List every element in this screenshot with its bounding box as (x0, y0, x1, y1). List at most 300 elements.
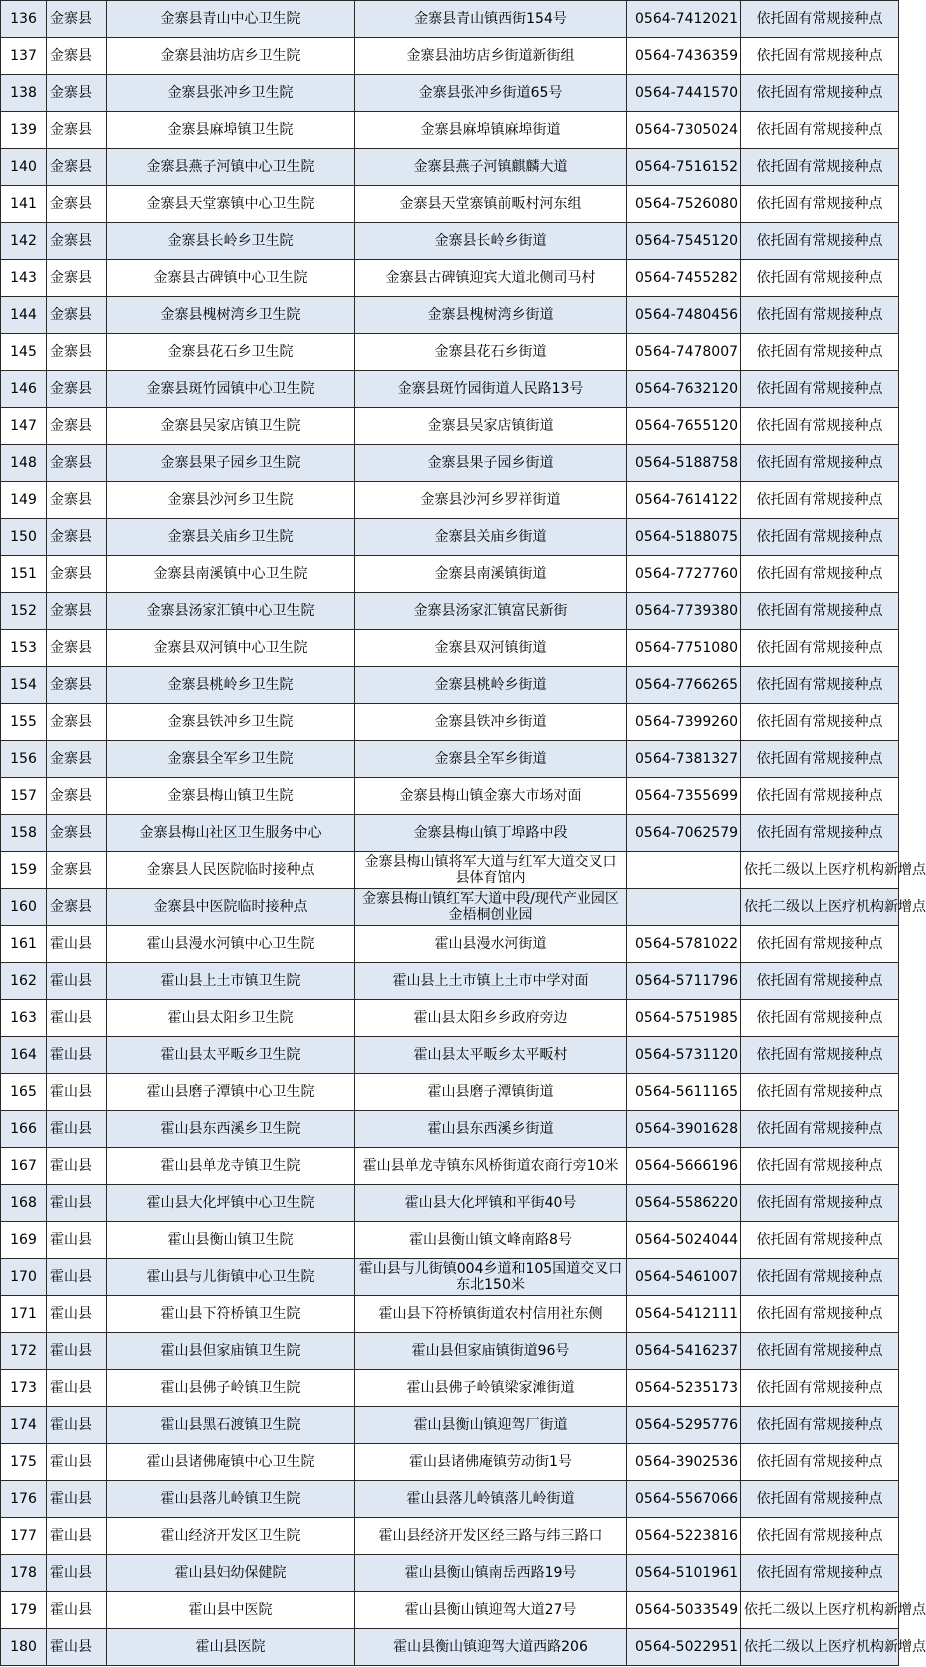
table-row (1, 408, 899, 445)
row-number-cell: 148 (1, 445, 47, 482)
site-name-cell: 霍山县与儿街镇中心卫生院 (107, 1259, 355, 1296)
note-cell: 依托固有常规接种点 (741, 75, 899, 112)
table-row (1, 445, 899, 482)
county-cell: 霍山县 (47, 963, 107, 1000)
table-row (1, 1000, 899, 1037)
site-name-cell: 金寨县槐树湾乡卫生院 (107, 297, 355, 334)
phone-cell: 0564-7739380 (627, 593, 741, 630)
row-number-cell: 150 (1, 519, 47, 556)
row-number-cell: 141 (1, 186, 47, 223)
county-cell: 霍山县 (47, 1185, 107, 1222)
note-cell: 依托固有常规接种点 (741, 260, 899, 297)
table-row (1, 741, 899, 778)
site-name-cell: 霍山县妇幼保健院 (107, 1555, 355, 1592)
note-cell: 依托固有常规接种点 (741, 1185, 899, 1222)
row-number-cell: 138 (1, 75, 47, 112)
county-cell: 金寨县 (47, 593, 107, 630)
site-name-cell: 金寨县中医院临时接种点 (107, 889, 355, 926)
table-row (1, 1333, 899, 1370)
county-cell: 金寨县 (47, 778, 107, 815)
phone-cell: 0564-7412021 (627, 1, 741, 38)
row-number-cell: 155 (1, 704, 47, 741)
note-cell: 依托固有常规接种点 (741, 1444, 899, 1481)
county-cell: 金寨县 (47, 704, 107, 741)
phone-cell: 0564-5586220 (627, 1185, 741, 1222)
address-cell: 霍山县落儿岭镇落儿岭街道 (355, 1481, 627, 1518)
note-cell: 依托二级以上医疗机构新增点 (741, 889, 899, 926)
row-number-cell: 175 (1, 1444, 47, 1481)
phone-cell: 0564-5188075 (627, 519, 741, 556)
table-row (1, 1296, 899, 1333)
table-row (1, 1407, 899, 1444)
table-row (1, 1592, 899, 1629)
county-cell: 金寨县 (47, 260, 107, 297)
county-cell: 霍山县 (47, 1481, 107, 1518)
address-cell: 霍山县漫水河街道 (355, 926, 627, 963)
table-row (1, 926, 899, 963)
site-name-cell: 金寨县长岭乡卫生院 (107, 223, 355, 260)
note-cell: 依托固有常规接种点 (741, 704, 899, 741)
note-cell: 依托固有常规接种点 (741, 1074, 899, 1111)
address-cell: 霍山县衡山镇迎驾大道西路206 (355, 1629, 627, 1666)
phone-cell: 0564-5461007 (627, 1259, 741, 1296)
address-cell: 霍山县磨子潭镇街道 (355, 1074, 627, 1111)
phone-cell: 0564-5567066 (627, 1481, 741, 1518)
address-cell: 霍山县与儿街镇004乡道和105国道交叉口东北150米 (355, 1259, 627, 1296)
row-number-cell: 136 (1, 1, 47, 38)
row-number-cell: 157 (1, 778, 47, 815)
row-number-cell: 170 (1, 1259, 47, 1296)
table-row (1, 482, 899, 519)
note-cell: 依托固有常规接种点 (741, 445, 899, 482)
site-name-cell: 霍山县漫水河镇中心卫生院 (107, 926, 355, 963)
county-cell: 金寨县 (47, 741, 107, 778)
note-cell: 依托固有常规接种点 (741, 1296, 899, 1333)
note-cell: 依托固有常规接种点 (741, 556, 899, 593)
phone-cell: 0564-7545120 (627, 223, 741, 260)
note-cell: 依托固有常规接种点 (741, 1111, 899, 1148)
phone-cell: 0564-7355699 (627, 778, 741, 815)
address-cell: 金寨县双河镇街道 (355, 630, 627, 667)
county-cell: 霍山县 (47, 1518, 107, 1555)
note-cell: 依托固有常规接种点 (741, 297, 899, 334)
note-cell: 依托固有常规接种点 (741, 112, 899, 149)
phone-cell: 0564-7399260 (627, 704, 741, 741)
county-cell: 金寨县 (47, 556, 107, 593)
table-row (1, 1148, 899, 1185)
note-cell: 依托固有常规接种点 (741, 1148, 899, 1185)
phone-cell: 0564-7727760 (627, 556, 741, 593)
address-cell: 金寨县梅山镇丁埠路中段 (355, 815, 627, 852)
row-number-cell: 156 (1, 741, 47, 778)
site-name-cell: 霍山县上土市镇卫生院 (107, 963, 355, 1000)
county-cell: 霍山县 (47, 1037, 107, 1074)
row-number-cell: 154 (1, 667, 47, 704)
row-number-cell: 166 (1, 1111, 47, 1148)
address-cell: 霍山县衡山镇迎驾厂街道 (355, 1407, 627, 1444)
table-row (1, 556, 899, 593)
site-name-cell: 霍山经济开发区卫生院 (107, 1518, 355, 1555)
table-row (1, 1444, 899, 1481)
address-cell: 金寨县梅山镇将军大道与红军大道交叉口县体育馆内 (355, 852, 627, 889)
table-body (1, 1, 926, 1666)
row-number-cell: 158 (1, 815, 47, 852)
phone-cell: 0564-7632120 (627, 371, 741, 408)
row-number-cell: 142 (1, 223, 47, 260)
address-cell: 霍山县上土市镇上土市中学对面 (355, 963, 627, 1000)
phone-cell: 0564-3902536 (627, 1444, 741, 1481)
row-number-cell: 169 (1, 1222, 47, 1259)
address-cell: 霍山县东西溪乡街道 (355, 1111, 627, 1148)
county-cell: 霍山县 (47, 1222, 107, 1259)
table-row (1, 667, 899, 704)
row-number-cell: 159 (1, 852, 47, 889)
county-cell: 霍山县 (47, 1555, 107, 1592)
row-number-cell: 146 (1, 371, 47, 408)
phone-cell: 0564-7516152 (627, 149, 741, 186)
phone-cell: 0564-5666196 (627, 1148, 741, 1185)
phone-cell: 0564-5024044 (627, 1222, 741, 1259)
row-number-cell: 171 (1, 1296, 47, 1333)
row-number-cell: 151 (1, 556, 47, 593)
table-row (1, 1518, 899, 1555)
phone-cell: 0564-7526080 (627, 186, 741, 223)
address-cell: 霍山县下符桥镇街道农村信用社东侧 (355, 1296, 627, 1333)
site-name-cell: 霍山县黑石渡镇卫生院 (107, 1407, 355, 1444)
phone-cell: 0564-5295776 (627, 1407, 741, 1444)
note-cell: 依托固有常规接种点 (741, 1259, 899, 1296)
table-row (1, 519, 899, 556)
address-cell: 霍山县经济开发区经三路与纬三路口 (355, 1518, 627, 1555)
row-number-cell: 167 (1, 1148, 47, 1185)
note-cell: 依托固有常规接种点 (741, 149, 899, 186)
address-cell: 霍山县太阳乡乡政府旁边 (355, 1000, 627, 1037)
row-number-cell: 173 (1, 1370, 47, 1407)
note-cell: 依托固有常规接种点 (741, 223, 899, 260)
address-cell: 金寨县麻埠镇麻埠街道 (355, 112, 627, 149)
phone-cell: 0564-5731120 (627, 1037, 741, 1074)
note-cell: 依托固有常规接种点 (741, 1370, 899, 1407)
table-row (1, 704, 899, 741)
phone-cell: 0564-7455282 (627, 260, 741, 297)
county-cell: 霍山县 (47, 1370, 107, 1407)
table-row (1, 1074, 899, 1111)
row-number-cell: 140 (1, 149, 47, 186)
county-cell: 金寨县 (47, 149, 107, 186)
site-name-cell: 霍山县衡山镇卫生院 (107, 1222, 355, 1259)
address-cell: 金寨县南溪镇街道 (355, 556, 627, 593)
address-cell: 金寨县槐树湾乡街道 (355, 297, 627, 334)
site-name-cell: 金寨县天堂寨镇中心卫生院 (107, 186, 355, 223)
county-cell: 霍山县 (47, 1333, 107, 1370)
note-cell: 依托固有常规接种点 (741, 1407, 899, 1444)
county-cell: 金寨县 (47, 482, 107, 519)
county-cell: 金寨县 (47, 815, 107, 852)
table-row (1, 1555, 899, 1592)
county-cell: 霍山县 (47, 1629, 107, 1666)
county-cell: 金寨县 (47, 297, 107, 334)
site-name-cell: 霍山县太阳乡卫生院 (107, 1000, 355, 1037)
site-name-cell: 金寨县桃岭乡卫生院 (107, 667, 355, 704)
phone-cell: 0564-7062579 (627, 815, 741, 852)
site-name-cell: 霍山县中医院 (107, 1592, 355, 1629)
table-row (1, 186, 899, 223)
county-cell: 霍山县 (47, 1444, 107, 1481)
address-cell: 霍山县单龙寺镇东风桥街道农商行旁10米 (355, 1148, 627, 1185)
address-cell: 金寨县长岭乡街道 (355, 223, 627, 260)
county-cell: 金寨县 (47, 38, 107, 75)
address-cell: 霍山县但家庙镇街道96号 (355, 1333, 627, 1370)
site-name-cell: 霍山县落儿岭镇卫生院 (107, 1481, 355, 1518)
note-cell: 依托固有常规接种点 (741, 1000, 899, 1037)
county-cell: 霍山县 (47, 1259, 107, 1296)
table-row (1, 815, 899, 852)
row-number-cell: 139 (1, 112, 47, 149)
note-cell: 依托固有常规接种点 (741, 778, 899, 815)
table-row (1, 778, 899, 815)
phone-cell: 0564-5033549 (627, 1592, 741, 1629)
site-name-cell: 霍山县东西溪乡卫生院 (107, 1111, 355, 1148)
row-number-cell: 161 (1, 926, 47, 963)
phone-cell: 0564-5188758 (627, 445, 741, 482)
row-number-cell: 163 (1, 1000, 47, 1037)
phone-cell: 0564-5412111 (627, 1296, 741, 1333)
county-cell: 霍山县 (47, 1000, 107, 1037)
table-row (1, 852, 899, 889)
site-name-cell: 金寨县沙河乡卫生院 (107, 482, 355, 519)
address-cell: 金寨县梅山镇红军大道中段/现代产业园区金梧桐创业园 (355, 889, 627, 926)
note-cell: 依托固有常规接种点 (741, 371, 899, 408)
county-cell: 金寨县 (47, 223, 107, 260)
site-name-cell: 金寨县斑竹园镇中心卫生院 (107, 371, 355, 408)
address-cell: 金寨县天堂寨镇前畈村河东组 (355, 186, 627, 223)
site-name-cell: 金寨县张冲乡卫生院 (107, 75, 355, 112)
phone-cell: 0564-5751985 (627, 1000, 741, 1037)
row-number-cell: 143 (1, 260, 47, 297)
row-number-cell: 144 (1, 297, 47, 334)
address-cell: 金寨县斑竹园街道人民路13号 (355, 371, 627, 408)
address-cell: 金寨县果子园乡街道 (355, 445, 627, 482)
county-cell: 金寨县 (47, 630, 107, 667)
note-cell: 依托固有常规接种点 (741, 1222, 899, 1259)
site-name-cell: 金寨县麻埠镇卫生院 (107, 112, 355, 149)
county-cell: 金寨县 (47, 334, 107, 371)
county-cell: 金寨县 (47, 371, 107, 408)
county-cell: 霍山县 (47, 1296, 107, 1333)
phone-cell: 0564-7478007 (627, 334, 741, 371)
phone-cell: 0564-7305024 (627, 112, 741, 149)
county-cell: 金寨县 (47, 889, 107, 926)
site-name-cell: 霍山县单龙寺镇卫生院 (107, 1148, 355, 1185)
phone-cell: 0564-7436359 (627, 38, 741, 75)
row-number-cell: 180 (1, 1629, 47, 1666)
site-name-cell: 金寨县关庙乡卫生院 (107, 519, 355, 556)
phone-cell: 0564-7655120 (627, 408, 741, 445)
address-cell: 霍山县太平畈乡太平畈村 (355, 1037, 627, 1074)
address-cell: 霍山县诸佛庵镇劳动街1号 (355, 1444, 627, 1481)
row-number-cell: 168 (1, 1185, 47, 1222)
row-number-cell: 178 (1, 1555, 47, 1592)
note-cell: 依托固有常规接种点 (741, 926, 899, 963)
county-cell: 金寨县 (47, 1, 107, 38)
site-name-cell: 霍山县但家庙镇卫生院 (107, 1333, 355, 1370)
phone-cell: 0564-7614122 (627, 482, 741, 519)
phone-cell: 0564-7766265 (627, 667, 741, 704)
note-cell: 依托固有常规接种点 (741, 815, 899, 852)
note-cell: 依托固有常规接种点 (741, 186, 899, 223)
address-cell: 金寨县古碑镇迎宾大道北侧司马村 (355, 260, 627, 297)
address-cell: 金寨县桃岭乡街道 (355, 667, 627, 704)
note-cell: 依托固有常规接种点 (741, 963, 899, 1000)
site-name-cell: 霍山县诸佛庵镇中心卫生院 (107, 1444, 355, 1481)
note-cell: 依托固有常规接种点 (741, 38, 899, 75)
row-number-cell: 137 (1, 38, 47, 75)
row-number-cell: 174 (1, 1407, 47, 1444)
address-cell: 霍山县衡山镇迎驾大道27号 (355, 1592, 627, 1629)
address-cell: 霍山县佛子岭镇梁家滩街道 (355, 1370, 627, 1407)
county-cell: 霍山县 (47, 1074, 107, 1111)
county-cell: 霍山县 (47, 1111, 107, 1148)
table-row (1, 38, 899, 75)
table-row (1, 1222, 899, 1259)
table-row (1, 1481, 899, 1518)
phone-cell: 0564-7381327 (627, 741, 741, 778)
table-row (1, 297, 899, 334)
note-cell: 依托固有常规接种点 (741, 741, 899, 778)
site-name-cell: 金寨县油坊店乡卫生院 (107, 38, 355, 75)
phone-cell: 0564-7751080 (627, 630, 741, 667)
row-number-cell: 153 (1, 630, 47, 667)
note-cell: 依托固有常规接种点 (741, 519, 899, 556)
site-name-cell: 金寨县南溪镇中心卫生院 (107, 556, 355, 593)
phone-cell: 0564-5101961 (627, 1555, 741, 1592)
address-cell: 霍山县衡山镇南岳西路19号 (355, 1555, 627, 1592)
table-row (1, 1185, 899, 1222)
site-name-cell: 金寨县果子园乡卫生院 (107, 445, 355, 482)
county-cell: 霍山县 (47, 926, 107, 963)
county-cell: 金寨县 (47, 667, 107, 704)
address-cell: 霍山县大化坪镇和平街40号 (355, 1185, 627, 1222)
site-name-cell: 金寨县燕子河镇中心卫生院 (107, 149, 355, 186)
phone-cell: 0564-5416237 (627, 1333, 741, 1370)
address-cell: 金寨县汤家汇镇富民新街 (355, 593, 627, 630)
phone-cell: 0564-7480456 (627, 297, 741, 334)
phone-cell: 0564-7441570 (627, 75, 741, 112)
note-cell: 依托固有常规接种点 (741, 1037, 899, 1074)
county-cell: 金寨县 (47, 112, 107, 149)
row-number-cell: 172 (1, 1333, 47, 1370)
site-name-cell: 霍山县下符桥镇卫生院 (107, 1296, 355, 1333)
table-row (1, 149, 899, 186)
site-name-cell: 金寨县古碑镇中心卫生院 (107, 260, 355, 297)
site-name-cell: 金寨县铁冲乡卫生院 (107, 704, 355, 741)
site-name-cell: 霍山县医院 (107, 1629, 355, 1666)
table-row (1, 963, 899, 1000)
row-number-cell: 165 (1, 1074, 47, 1111)
row-number-cell: 162 (1, 963, 47, 1000)
table-row (1, 223, 899, 260)
county-cell: 金寨县 (47, 445, 107, 482)
county-cell: 金寨县 (47, 75, 107, 112)
table-row (1, 1629, 899, 1666)
row-number-cell: 145 (1, 334, 47, 371)
site-name-cell: 霍山县磨子潭镇中心卫生院 (107, 1074, 355, 1111)
note-cell: 依托二级以上医疗机构新增点 (741, 1592, 899, 1629)
site-name-cell: 金寨县花石乡卫生院 (107, 334, 355, 371)
address-cell: 金寨县花石乡街道 (355, 334, 627, 371)
address-cell: 金寨县梅山镇金寨大市场对面 (355, 778, 627, 815)
phone-cell: 0564-5781022 (627, 926, 741, 963)
table-row (1, 1259, 899, 1296)
row-number-cell: 176 (1, 1481, 47, 1518)
note-cell: 依托固有常规接种点 (741, 1481, 899, 1518)
table-row (1, 260, 899, 297)
site-name-cell: 霍山县大化坪镇中心卫生院 (107, 1185, 355, 1222)
note-cell: 依托固有常规接种点 (741, 630, 899, 667)
phone-cell: 0564-3901628 (627, 1111, 741, 1148)
county-cell: 霍山县 (47, 1592, 107, 1629)
table-row (1, 1, 899, 38)
note-cell: 依托固有常规接种点 (741, 1333, 899, 1370)
phone-cell (627, 889, 741, 926)
table-row (1, 630, 899, 667)
row-number-cell: 164 (1, 1037, 47, 1074)
site-name-cell: 金寨县吴家店镇卫生院 (107, 408, 355, 445)
note-cell: 依托固有常规接种点 (741, 482, 899, 519)
phone-cell: 0564-5022951 (627, 1629, 741, 1666)
note-cell: 依托固有常规接种点 (741, 593, 899, 630)
row-number-cell: 179 (1, 1592, 47, 1629)
address-cell: 金寨县张冲乡街道65号 (355, 75, 627, 112)
county-cell: 霍山县 (47, 1148, 107, 1185)
address-cell: 金寨县油坊店乡街道新街组 (355, 38, 627, 75)
table-row (1, 371, 899, 408)
site-name-cell: 金寨县梅山镇卫生院 (107, 778, 355, 815)
site-name-cell: 金寨县双河镇中心卫生院 (107, 630, 355, 667)
note-cell: 依托固有常规接种点 (741, 667, 899, 704)
note-cell: 依托固有常规接种点 (741, 1518, 899, 1555)
row-number-cell: 152 (1, 593, 47, 630)
address-cell: 霍山县衡山镇文峰南路8号 (355, 1222, 627, 1259)
site-name-cell: 金寨县全军乡卫生院 (107, 741, 355, 778)
site-name-cell: 霍山县太平畈乡卫生院 (107, 1037, 355, 1074)
note-cell: 依托固有常规接种点 (741, 334, 899, 371)
address-cell: 金寨县全军乡街道 (355, 741, 627, 778)
row-number-cell: 147 (1, 408, 47, 445)
phone-cell: 0564-5223816 (627, 1518, 741, 1555)
address-cell: 金寨县沙河乡罗祥街道 (355, 482, 627, 519)
note-cell: 依托固有常规接种点 (741, 408, 899, 445)
county-cell: 金寨县 (47, 852, 107, 889)
county-cell: 金寨县 (47, 519, 107, 556)
site-name-cell: 霍山县佛子岭镇卫生院 (107, 1370, 355, 1407)
table-row (1, 1037, 899, 1074)
phone-cell: 0564-5611165 (627, 1074, 741, 1111)
address-cell: 金寨县吴家店镇街道 (355, 408, 627, 445)
table-row (1, 1370, 899, 1407)
table-row (1, 593, 899, 630)
note-cell: 依托固有常规接种点 (741, 1555, 899, 1592)
note-cell: 依托二级以上医疗机构新增点 (741, 1629, 899, 1666)
site-name-cell: 金寨县人民医院临时接种点 (107, 852, 355, 889)
phone-cell: 0564-5235173 (627, 1370, 741, 1407)
table-row (1, 334, 899, 371)
site-name-cell: 金寨县梅山社区卫生服务中心 (107, 815, 355, 852)
table-row (1, 1111, 899, 1148)
county-cell: 金寨县 (47, 408, 107, 445)
county-cell: 霍山县 (47, 1407, 107, 1444)
address-cell: 金寨县铁冲乡街道 (355, 704, 627, 741)
